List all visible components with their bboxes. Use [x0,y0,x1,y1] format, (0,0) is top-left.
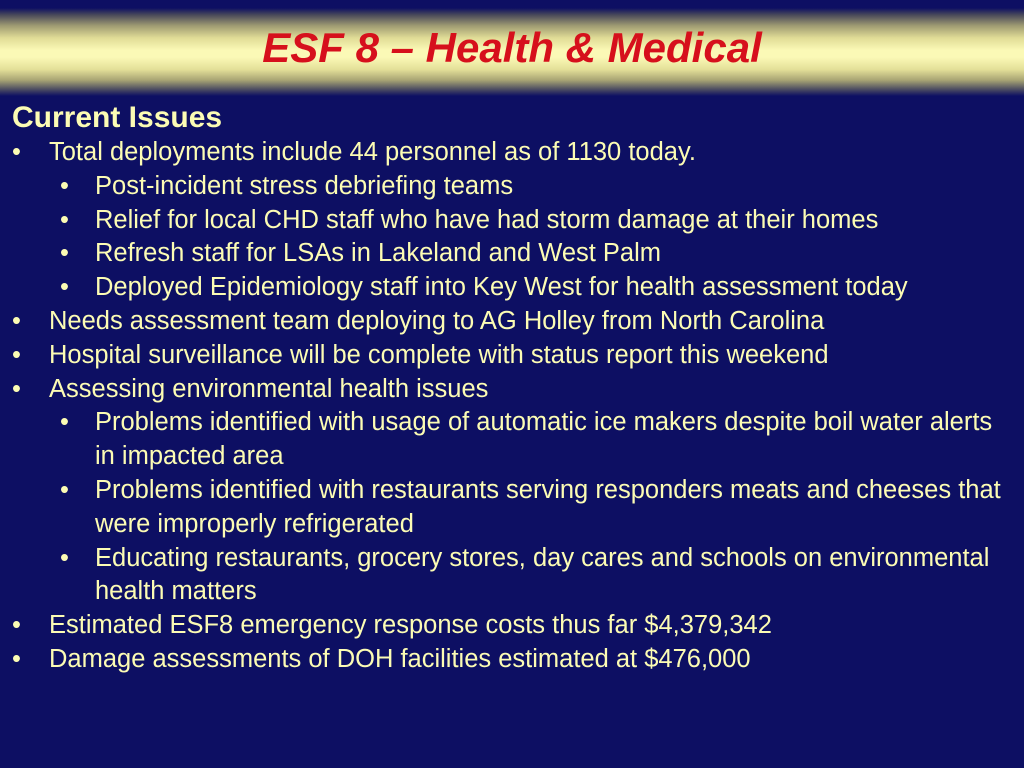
list-item [12,474,1016,542]
list-item [12,643,1016,677]
list-item-text: Deployed Epidemiology staff into Key West for health assessment today [95,273,908,302]
bullet-icon: • [12,340,21,369]
list-item [12,204,1016,238]
list-item-text: Estimated ESF8 emergency response costs thus far $4,379,342 [49,611,772,640]
list-item-text: Post-incident stress debriefing teams [95,171,514,200]
list-item-text: Assessing environmental health issues [49,374,489,403]
list-item-text: Total deployments include 44 personnel as of 1130 today. [49,138,696,166]
list-item [12,271,1016,305]
bullet-icon: • [60,475,69,504]
slide-body [12,100,1016,677]
bullet-icon: • [12,611,21,640]
list-item [12,305,1016,339]
list-item-text: Needs assessment team deploying to AG Holley from North Carolina [49,306,825,335]
list-item [12,136,1016,170]
list-item-text: Problems identified with restaurants serving responders meats and cheeses that were improperly refrigerated [95,475,1001,538]
bullet-icon: • [12,374,21,403]
bullet-icon: • [60,543,69,572]
slide-title: ESF 8 – Health & Medical [262,24,762,71]
bullet-icon: • [60,408,69,437]
bullet-icon: • [12,644,21,673]
list-item-text: Relief for local CHD staff who have had storm damage at their homes [95,205,879,234]
bullet-icon: • [60,239,69,268]
list-item [12,373,1016,407]
list-item [12,406,1016,474]
bullet-icon: • [60,273,69,302]
bullet-list [12,136,1016,677]
section-heading: Current Issues [12,101,223,134]
bullet-icon: • [60,205,69,234]
list-item-text: Damage assessments of DOH facilities estimated at $476,000 [49,644,751,673]
list-item-text: Educating restaurants, grocery stores, day cares and schools on environmental health matters [95,543,990,606]
list-item-text: Hospital surveillance will be complete with status report this weekend [49,340,829,369]
list-item [12,542,1016,610]
list-item [12,237,1016,271]
list-item [12,609,1016,643]
bullet-icon: • [12,138,21,166]
bullet-icon: • [12,306,21,335]
list-item-text: Problems identified with usage of automatic ice makers despite boil water alerts in impacted area [95,408,993,471]
list-item [12,339,1016,373]
list-item-text: Refresh staff for LSAs in Lakeland and West Palm [95,239,662,268]
bullet-icon: • [60,171,69,200]
list-item [12,170,1016,204]
